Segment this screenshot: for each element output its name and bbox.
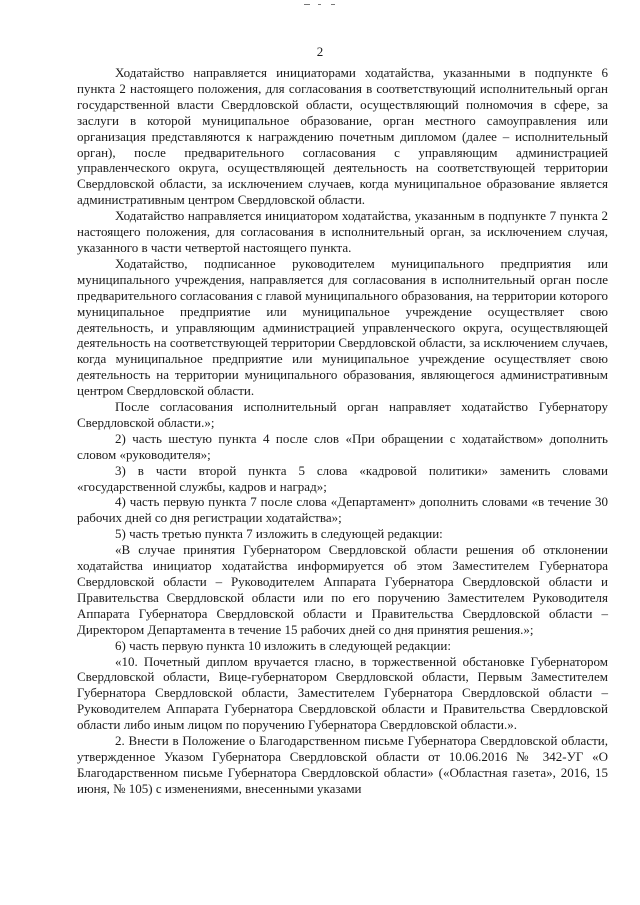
paragraph: После согласования исполнительный орган направляет ходатайство Губернатору Свердловской области.»;: [77, 399, 608, 430]
scan-artifact: [304, 4, 310, 5]
list-item: 5) часть третью пункта 7 изложить в следующей редакции:: [115, 526, 443, 542]
list-item: 2) часть шестую пункта 4 после слов «При обращении с ходатайством» дополнить словом «руководителя»;: [77, 430, 608, 462]
paragraph: Ходатайство направляется инициатором ходатайства, указанным в подпункте 7 пункта 2 настоящего положения, для согласования в исполнительный орган, за исключением случая, указанного в части четвертой настоящего пункта.: [77, 208, 608, 255]
list-item: 6) часть первую пункта 10 изложить в следующей редакции:: [115, 637, 451, 653]
page-number: 2: [316, 44, 324, 59]
scan-artifact: [331, 4, 335, 5]
quoted-paragraph: «10. Почетный диплом вручается гласно, в торжественной обстановке Губернатором Свердловской области, Вице-губернатором Свердловской области, Первым Заместителем Губернатора Свердловской области, Заместителем Губернатора Свердловской области – Руководителем Аппарата Губернатора Свердловской области и Правительства Свердловской области либо иным лицом по поручению Губернатора Свердловской области.».: [77, 653, 608, 733]
list-item: 4) часть первую пункта 7 после слова «Департамент» дополнить словами «в течение 30 рабочих дней со дня регистрации ходатайства»;: [77, 494, 608, 526]
list-item: 3) в части второй пункта 5 слова «кадровой политики» заменить словами «государственной службы, кадров и наград»;: [77, 462, 608, 494]
quoted-paragraph: «В случае принятия Губернатором Свердловской области решения об отклонении ходатайства инициатор ходатайства информируется об этом Заместителем Губернатора Свердловской области – Руководителем Аппарата Губернатора Свердловской области и Правительства Свердловской области или по его поручению Заместителем Руководителя Аппарата Губернатора Свердловской области и Правительства Свердловской области – Директором Департамента в течение 15 рабочих дней со дня принятия решения.»;: [77, 542, 608, 637]
section-paragraph: 2. Внести в Положение о Благодарственном письме Губернатора Свердловской области, утвержденное Указом Губернатора Свердловской области от 10.06.2016 № 342-УГ «О Благодарственном письме Губернатора Свердловской области» («Областная газета», 2016, 15 июня, № 105) с изменениями, внесенными указами: [77, 733, 608, 796]
paragraph: Ходатайство направляется инициаторами ходатайства, указанными в подпункте 6 пункта 2 настоящего положения, для согласования в соответствующий исполнительный орган государственной власти Свердловской области, осуществляющий полномочия в сфере, за заслуги в которой муниципальное образование, орган местного самоуправления или организация представляются к награждению почетным дипломом (далее – исполнительный орган), после предварительного согласования с управляющим администрацией управленческого округа, осуществляющей деятельность на соответствующей территории Свердловской области, за исключением случаев, когда муниципальное образование является административным центром Свердловской области.: [77, 65, 608, 208]
paragraph: Ходатайство, подписанное руководителем муниципального предприятия или муниципального учреждения, направляется для согласования в исполнительный орган после предварительного согласования с главой муниципального образования, на территории которого муниципальное предприятие или муниципальное учреждение осуществляет свою деятельность, и управляющим администрацией управленческого округа, осуществляющей деятельность на соответствующей территории Свердловской области, за исключением случаев, когда муниципальное предприятие или муниципальное учреждение осуществляет свою деятельность на территории муниципального образования, являющегося административным центром Свердловской области.: [77, 255, 608, 399]
scan-artifact: [318, 4, 321, 5]
document-body: [77, 65, 608, 797]
